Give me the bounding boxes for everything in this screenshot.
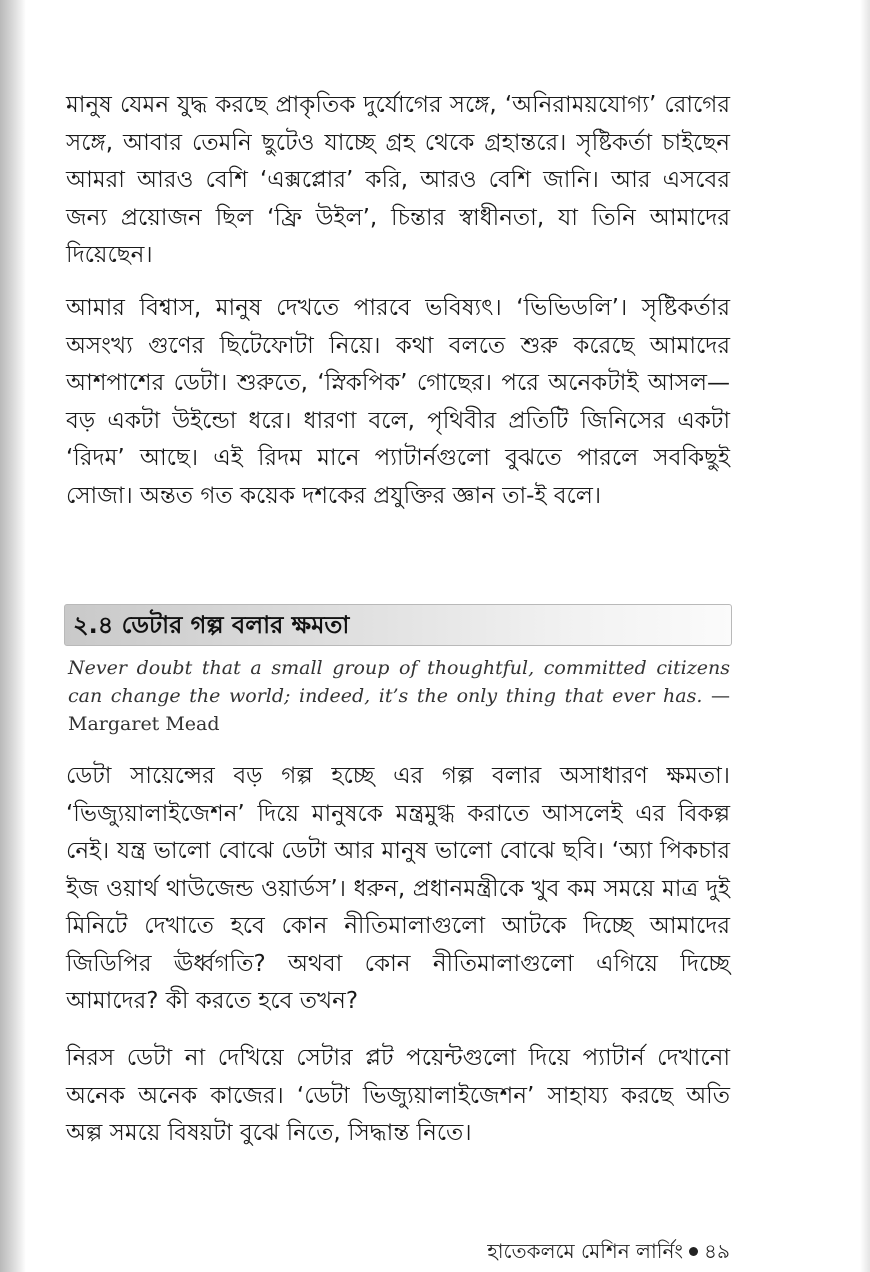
page-footer (487, 1238, 730, 1264)
page-number: ৪৯ (704, 1239, 730, 1263)
epigraph-text: Never doubt that a small group of thoughtful, committed citizens can change the world; indeed, it’s the only thing that ever has. (68, 657, 730, 707)
body-paragraph-4: নিরস ডেটা না দেখিয়ে সেটার প্লট পয়েন্টগুলো দিয়ে প্যাটার্ন দেখানো অনেক অনেক কাজের। ‘ডেটা ভিজ্যুয়ালাইজেশন’ সাহায্য করছে অতি অল্প সময়ে বিষয়টা বুঝে নিতে, সিদ্ধান্ত নিতে। (66, 1045, 730, 1146)
body-paragraph-2: আমার বিশ্বাস, মানুষ দেখতে পারবে ভবিষ্যৎ। ‘ভিভিডলি’। সৃষ্টিকর্তার অসংখ্য গুণের ছিটেফোটা নিয়ে। কথা বলতে শুরু করেছে আমাদের আশপাশের ডেটা। শুরুতে, ‘স্নিকপিক’ গোছের। পরে অনেকটাই আসল—বড় একটা উইন্ডো ধরে। ধারণা বলে, পৃথিবীর প্রতিটি জিনিসের একটা ‘রিদম’ আছে। এই রিদম মানে প্যাটার্নগুলো বুঝতে পারলে সবকিছুই সোজা। অন্তত গত কয়েক দশকের প্রযুক্তির জ্ঞান তা-ই বলে। (66, 295, 730, 509)
body-paragraph-1: মানুষ যেমন যুদ্ধ করছে প্রাকৃতিক দুর্যোগের সঙ্গে, ‘অনিরাময়যোগ্য’ রোগের সঙ্গে, আবার তেমনি ছুটেও যাচ্ছে গ্রহ থেকে গ্রহান্তরে। সৃষ্টিকর্তা চাইছেন আমরা আরও বেশি ‘এক্সপ্লোর’ করি, আরও বেশি জানি। আর এসবের জন্য প্রয়োজন ছিল ‘ফ্রি উইল’, চিন্তার স্বাধীনতা, যা তিনি আমাদের দিয়েছেন। (66, 92, 730, 268)
epigraph-quote (68, 654, 730, 738)
section-heading-band (64, 604, 732, 646)
bullet-dot-icon (689, 1247, 698, 1256)
footer-book-title: হাতেকলমে মেশিন লার্নিং (487, 1239, 684, 1263)
epigraph-author: — Margaret Mead (68, 685, 730, 735)
page-edge-shadow (860, 0, 870, 1272)
book-spine-shadow (0, 0, 26, 1272)
section-heading: ২.৪ ডেটার গল্প বলার ক্ষমতা (73, 611, 350, 639)
body-paragraph-3: ডেটা সায়েন্সের বড় গল্প হচ্ছে এর গল্প বলার অসাধারণ ক্ষমতা। ‘ভিজ্যুয়ালাইজেশন’ দিয়ে মানুষকে মন্ত্রমুগ্ধ করাতে আসলেই এর বিকল্প নেই। যন্ত্র ভালো বোঝে ডেটা আর মানুষ ভালো বোঝে ছবি। ‘অ্যা পিকচার ইজ ওয়ার্থ থাউজেন্ড ওয়ার্ডস’। ধরুন, প্রধানমন্ত্রীকে খুব কম সময়ে মাত্র দুই মিনিটে দেখাতে হবে কোন নীতিমালাগুলো আটকে দিচ্ছে আমাদের জিডিপির ঊর্ধ্বগতি? অথবা কোন নীতিমালাগুলো এগিয়ে দিচ্ছে আমাদের? কী করতে হবে তখন? (66, 763, 730, 1014)
